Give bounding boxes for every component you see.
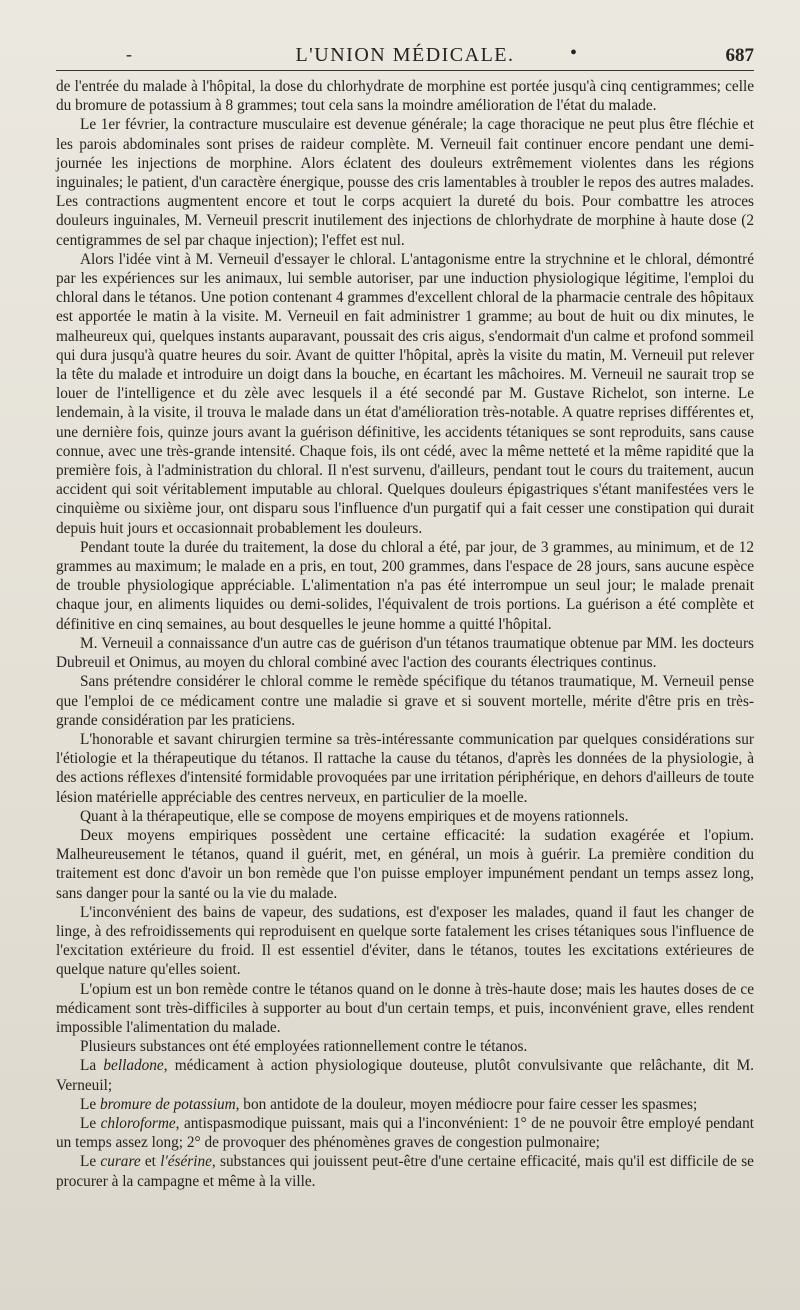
page-number: 687 xyxy=(725,45,754,66)
paragraph xyxy=(56,1152,754,1190)
text-run: Pendant toute la durée du traitement, la dose du chloral a été, par jour, de 3 grammes, au minimum, et de 12 grammes au maximum; le malade en a pris, en tout, 200 grammes, dans l'espace de 28 jours, sans aucune espèce de trouble physiologique appréciable. L'alimentation n'a pas été interrompue un seul jour; le malade prenait chaque jour, en aliments liquides ou demi-solides, l'équivalent de trois portions. La guérison a été complète et définitive en cinq semaines, au bout desquelles le jeune homme a quitté l'hôpital. xyxy=(56,538,754,633)
header-dot: • xyxy=(570,42,578,64)
text-run: L'opium est un bon remède contre le tétanos quand on le donne à très-haute dose; mais les hautes doses de ce médicament sont très-difficiles à supporter au bout d'un certain temps, et puis, inconvénient grave, elles rendent impossible l'alimentation du malade. xyxy=(56,980,754,1036)
header-dash: - xyxy=(126,44,132,64)
text-run: Alors l'idée vint à M. Verneuil d'essayer le chloral. L'antagonisme entre la strychnine et le chloral, démontré par les expériences sur les animaux, lui semble autoriser, par une induction physiologique légitime, l'emploi du chloral dans le tétanos. Une potion contenant 4 grammes d'excellent chloral de la pharmacie centrale des hôpitaux est apportée le matin à la visite. M. Verneuil en fait administrer 1 gramme; au bout de huit ou dix minutes, le malheureux qui, quelques instants auparavant, poussait des cris aigus, s'endormait d'un calme et profond sommeil qui dura jusqu'à quatre heures du soir. Avant de quitter l'hôpital, après la visite du matin, M. Verneuil put relever la tête du malade et introduire un doigt dans la bouche, en écartant les mâchoires. M. Verneuil ne saurait trop se louer de l'intelligence et du zèle avec lesquels il a été secondé par M. Gustave Richelot, son interne. Le lendemain, à la visite, il trouva le malade dans un état d'amélioration très-notable. A quatre reprises différentes et, une dernière fois, quinze jours avant la guérison définitive, les accidents tétaniques se sont reproduits, sans cause connue, avec une très-grande intensité. Chaque fois, ils ont cédé, avec la même netteté et la même rapidité que la première fois, à l'administration du chloral. Il n'est survenu, d'ailleurs, pendant tout le cours du traitement, aucun accident qui soit véritablement imputable au chloral. Quelques douleurs épigastriques s'étant manifestées vers le cinquième ou sixième jour, ont disparu sous l'influence d'un purgatif qui a fait cesser une constipation qui durait depuis huit jours et occasionnait probablement les douleurs. xyxy=(56,250,754,537)
italic-term: l'ésérine xyxy=(160,1153,212,1171)
italic-term: curare xyxy=(100,1153,141,1171)
text-run: Le 1er février, la contracture musculaire est devenue générale; la cage thoracique ne peut plus être fléchie et les parois abdominales sont prises de raideur complète. M. Verneuil fait continuer encore pendant une demi-journée les injections de morphine. Alors éclatent des douleurs extrêmement violentes dans les régions inguinales; le patient, d'un caractère énergique, pousse des cris lamentables à troubler le repos des autres malades. Les contractions augmentent encore et tout le corps acquiert la dureté du bois. Pour combattre les atroces douleurs inguinales, M. Verneuil prescrit inutilement des injections de chlorhydrate de morphine à haute dose (2 centigrammes de sel par chaque injection); l'effet est nul. xyxy=(56,116,754,249)
text-run: , antispasmodique puissant, mais qui a l'inconvénient: 1° de ne pouvoir être employé pendant un temps assez long; 2° de provoquer des phénomènes graves de congestion pulmonaire; xyxy=(56,1114,754,1152)
italic-term: bromure de potassium xyxy=(99,1095,236,1113)
paragraph xyxy=(56,1056,754,1094)
text-run: Quant à la thérapeutique, elle se compose de moyens empiriques et de moyens rationnels. xyxy=(80,807,629,825)
text-run: de l'entrée du malade à l'hôpital, la dose du chlorhydrate de morphine est portée jusqu'à cinq centigrammes; celle du bromure de potassium à 8 grammes; tout cela sans la moindre amélioration de l'état du malade. xyxy=(56,78,754,115)
text-run: , substances qui jouissent peut-être d'une certaine efficacité, mais qu'il est difficile de se procurer à la campagne et même à la ville. xyxy=(56,1153,754,1190)
text-run: et xyxy=(140,1153,161,1171)
paragraph xyxy=(56,1114,754,1152)
paragraph xyxy=(56,250,754,538)
journal-title: L'UNION MÉDICALE. xyxy=(295,44,515,66)
article-body xyxy=(56,77,754,1191)
paragraph xyxy=(56,672,754,730)
paragraph xyxy=(56,826,754,903)
paragraph xyxy=(56,1095,754,1114)
text-run: Sans prétendre considérer le chloral comme le remède spécifique du tétanos traumatique, M. Verneuil pense que l'emploi de ce médicament contre une maladie si grave et si souvent mortelle, mérite d'être pris en très-grande considération par les praticiens. xyxy=(56,673,754,729)
paragraph xyxy=(56,807,754,826)
paragraph xyxy=(56,980,754,1038)
text-run: , bon antidote de la douleur, moyen médiocre pour faire cesser les spasmes; xyxy=(235,1095,698,1113)
paragraph xyxy=(56,903,754,980)
paragraph xyxy=(56,634,754,672)
text-run: L'inconvénient des bains de vapeur, des sudations, est d'exposer les malades, quand il faut les changer de linge, à des refroidissements qui reproduisent en quelque sorte fatalement les crises tétaniques sous l'influence de l'excitation extérieure du froid. Il est essentiel d'éviter, dans le tétanos, toutes les excitations extérieures de quelque nature qu'elles soient. xyxy=(56,903,754,979)
running-header xyxy=(56,40,754,71)
text-run: La xyxy=(80,1057,104,1075)
text-run: , médicament à action physiologique douteuse, plutôt convulsivante que relâchante, dit M. Verneuil; xyxy=(56,1057,754,1094)
italic-term: chloroforme xyxy=(100,1114,176,1132)
paragraph xyxy=(56,538,754,634)
text-run: M. Verneuil a connaissance d'un autre cas de guérison d'un tétanos traumatique obtenue par MM. les docteurs Dubreuil et Onimus, au moyen du chloral combiné avec l'action des courants électriques continus. xyxy=(56,634,754,672)
text-run: Deux moyens empiriques possèdent une certaine efficacité: la sudation exagérée et l'opium. Malheureusement le tétanos, quand il guérit, met, en général, un mois à guérir. La première condition du traitement est donc d'avoir un bon remède que l'on puisse employer impunément pendant un temps assez long, sans danger pour la santé ou la vie du malade. xyxy=(56,826,754,902)
paragraph xyxy=(56,115,754,249)
text-run: Le xyxy=(80,1095,100,1113)
text-run: Le xyxy=(80,1153,101,1171)
text-run: Le xyxy=(80,1114,101,1132)
text-run: L'honorable et savant chirurgien termine sa très-intéressante communication par quelques considérations sur l'étiologie et la thérapeutique du tétanos. Il rattache la cause du tétanos, d'après les données de la physiologie, à des actions réflexes d'intensité formidable provoquées par une irritation périphérique, en dehors d'ailleurs de toute lésion matérielle appréciable des centres nerveux, en particulier de la moelle. xyxy=(56,730,754,806)
paragraph xyxy=(56,730,754,807)
paragraph xyxy=(56,1037,754,1056)
italic-term: belladone xyxy=(103,1057,164,1075)
text-run: Plusieurs substances ont été employées rationnellement contre le tétanos. xyxy=(80,1038,528,1056)
paragraph xyxy=(56,77,754,115)
